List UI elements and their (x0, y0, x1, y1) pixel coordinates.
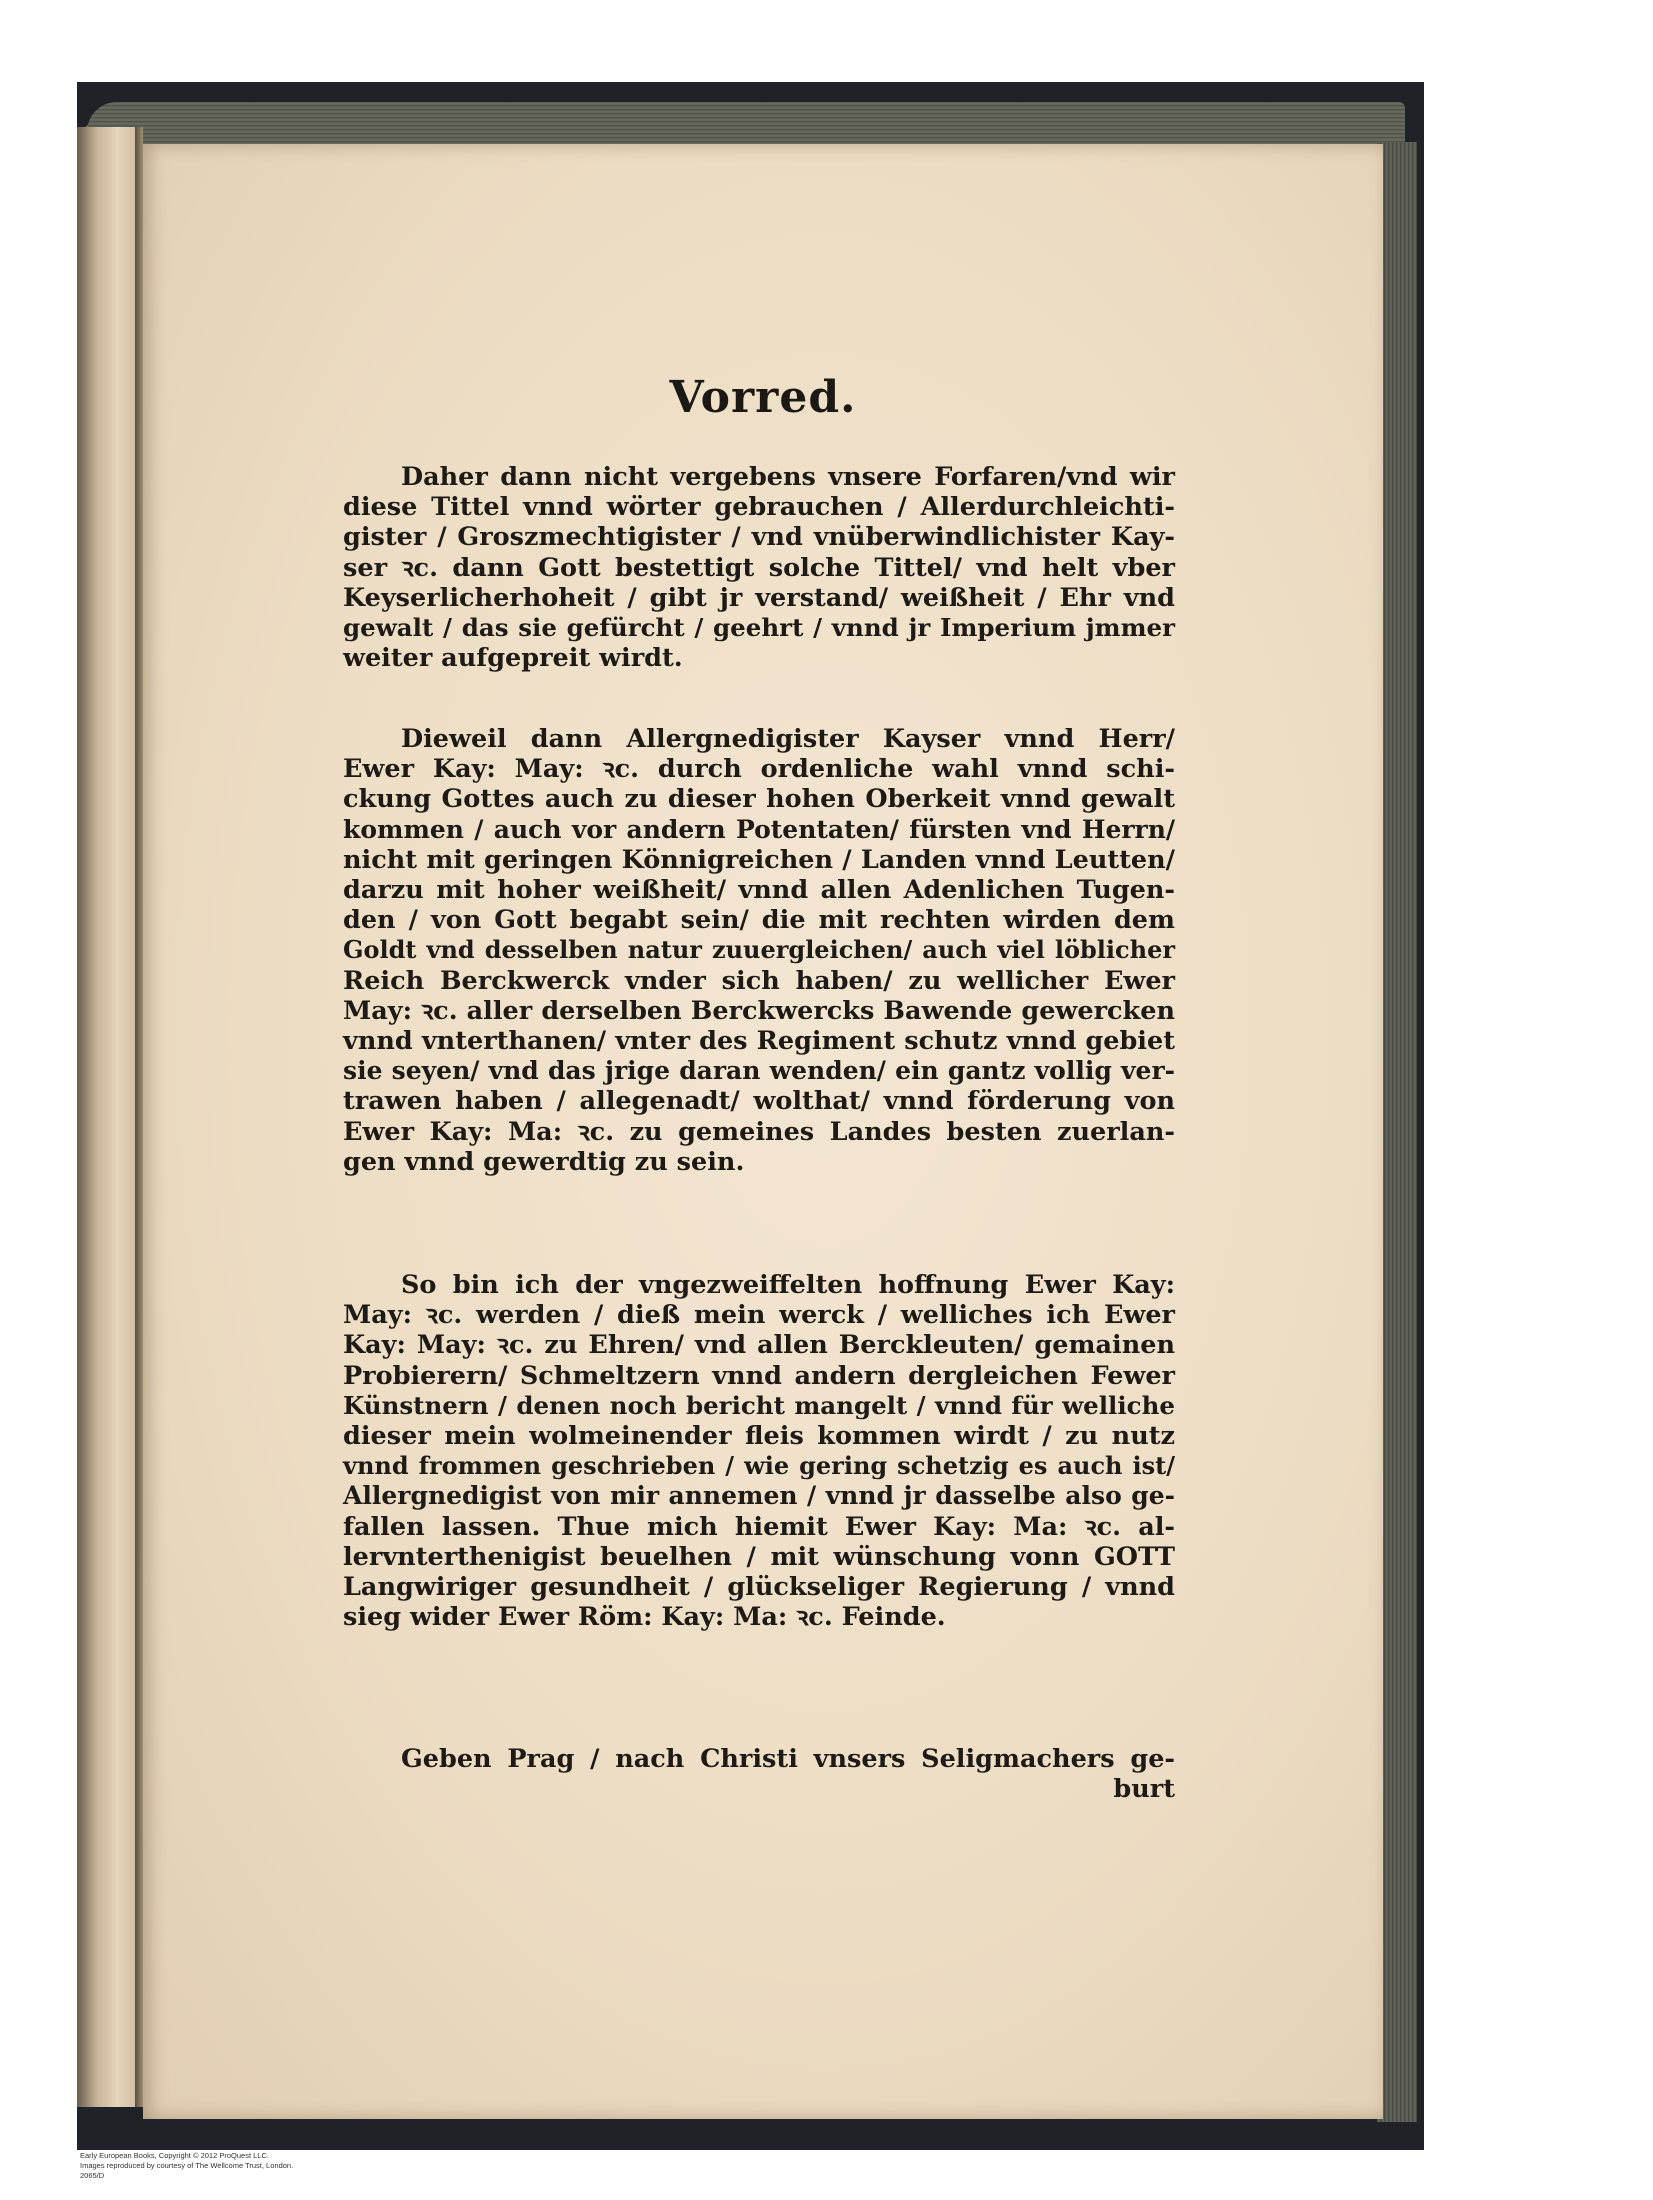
text-line: ser ꝛc. dann Gott bestettigt solche Tittel/ vnd helt vber (343, 552, 1175, 583)
text-line: weiter aufgepreit wirdt. (343, 643, 683, 674)
left-page-margin (77, 127, 135, 2107)
text-line: gen vnnd gewerdtig zu sein. (343, 1146, 745, 1177)
text-line: Dieweil dann Allergnedigister Kayser vnnd Herr/ (401, 724, 1175, 754)
text-line: Goldt vnd desselben natur zuuergleichen/ auch viel löblicher (343, 935, 1175, 965)
text-line: Reich Berckwerck vnder sich haben/ zu wellicher Ewer (343, 965, 1175, 996)
text-line: May: ꝛc. aller derselben Berckwercks Bawende gewercken (343, 995, 1175, 1026)
text-line: nicht mit geringen Könnigreichen / Landen vnnd Leutten/ (343, 844, 1175, 875)
catchword: burt (1113, 1774, 1175, 1805)
text-line: Langwiriger gesundheit / glückseliger Regierung / vnnd (343, 1572, 1175, 1603)
text-line: gister / Groszmechtigister / vnd vnüberwindlichister Kay- (343, 522, 1175, 553)
text-line: darzu mit hoher weißheit/ vnnd allen Adenlichen Tugen- (343, 875, 1175, 906)
book-scan (77, 82, 1424, 2150)
text-line: So bin ich der vngezweiffelten hoffnung Ewer Kay: (401, 1270, 1175, 1300)
gutter (135, 127, 143, 2107)
text-line: kommen / auch vor andern Potentaten/ fürsten vnd Herrn/ (343, 814, 1175, 844)
copyright-line: Early European Books, Copyright © 2012 ProQuest LLC. (80, 2151, 269, 2160)
text-line: Ewer Kay: Ma: ꝛc. zu gemeines Landes besten zuerlan- (343, 1116, 1175, 1147)
text-line: den / von Gott begabt sein/ die mit rechten wirden dem (343, 905, 1175, 936)
copyright-notice (80, 2151, 293, 2181)
text-line: fallen lassen. Thue mich hiemit Ewer Kay: Ma: ꝛc. al- (343, 1511, 1175, 1542)
text-line: vnnd frommen geschrieben / wie gering schetzig es auch ist/ (343, 1451, 1175, 1481)
text-line: Kay: May: ꝛc. zu Ehren/ vnd allen Berckleuten/ gemainen (343, 1330, 1175, 1361)
book-page (143, 144, 1383, 2119)
page-edges-right (1377, 142, 1417, 2122)
page-title: Vorred. (669, 372, 857, 423)
text-line: trawen haben / allegenadt/ wolthat/ vnnd förderung von (343, 1086, 1175, 1117)
text-line: gewalt / das sie gefürcht / geehrt / vnnd jr Imperium jmmer (343, 613, 1175, 643)
text-line: Keyserlicherhoheit / gibt jr verstand/ weißheit / Ehr vnd (343, 582, 1175, 613)
text-line: dieser mein wolmeinender fleis kommen wirdt / zu nutz (343, 1421, 1175, 1452)
text-line: May: ꝛc. werden / dieß mein werck / welliches ich Ewer (343, 1300, 1175, 1331)
courtesy-line: Images reproduced by courtesy of The Wellcome Trust, London. (80, 2161, 294, 2170)
paragraph (343, 1744, 1175, 1804)
paragraph (343, 1270, 1175, 1632)
paragraph (343, 462, 1175, 673)
text-line: Daher dann nicht vergebens vnsere Forfaren/vnd wir (401, 462, 1175, 492)
text-line: lervnterthenigist beuelhen / mit wünschung vonn GOTT (343, 1541, 1175, 1572)
text-line: Probierern/ Schmeltzern vnnd andern dergleichen Fewer (343, 1360, 1175, 1391)
shelfmark: 2065/D (80, 2171, 105, 2180)
text-line: sie seyen/ vnd das jrige daran wenden/ ein gantz vollig ver- (343, 1056, 1175, 1086)
text-line: sieg wider Ewer Röm: Kay: Ma: ꝛc. Feinde. (343, 1602, 946, 1633)
paragraph (343, 724, 1175, 1177)
text-line: Ewer Kay: May: ꝛc. durch ordenliche wahl vnnd schi- (343, 754, 1175, 785)
text-line: Geben Prag / nach Christi vnsers Seligmachers ge- (401, 1744, 1175, 1774)
text-line: Allergnedigist von mir annemen / vnnd jr dasselbe also ge- (343, 1481, 1175, 1511)
text-line: diese Tittel vnnd wörter gebrauchen / Allerdurchleichti- (343, 492, 1175, 523)
text-line: vnnd vnterthanen/ vnter des Regiment schutz vnnd gebiet (343, 1026, 1175, 1057)
text-line: ckung Gottes auch zu dieser hohen Oberkeit vnnd gewalt (343, 784, 1175, 815)
text-line: Künstnern / denen noch bericht mangelt / vnnd für welliche (343, 1390, 1175, 1420)
